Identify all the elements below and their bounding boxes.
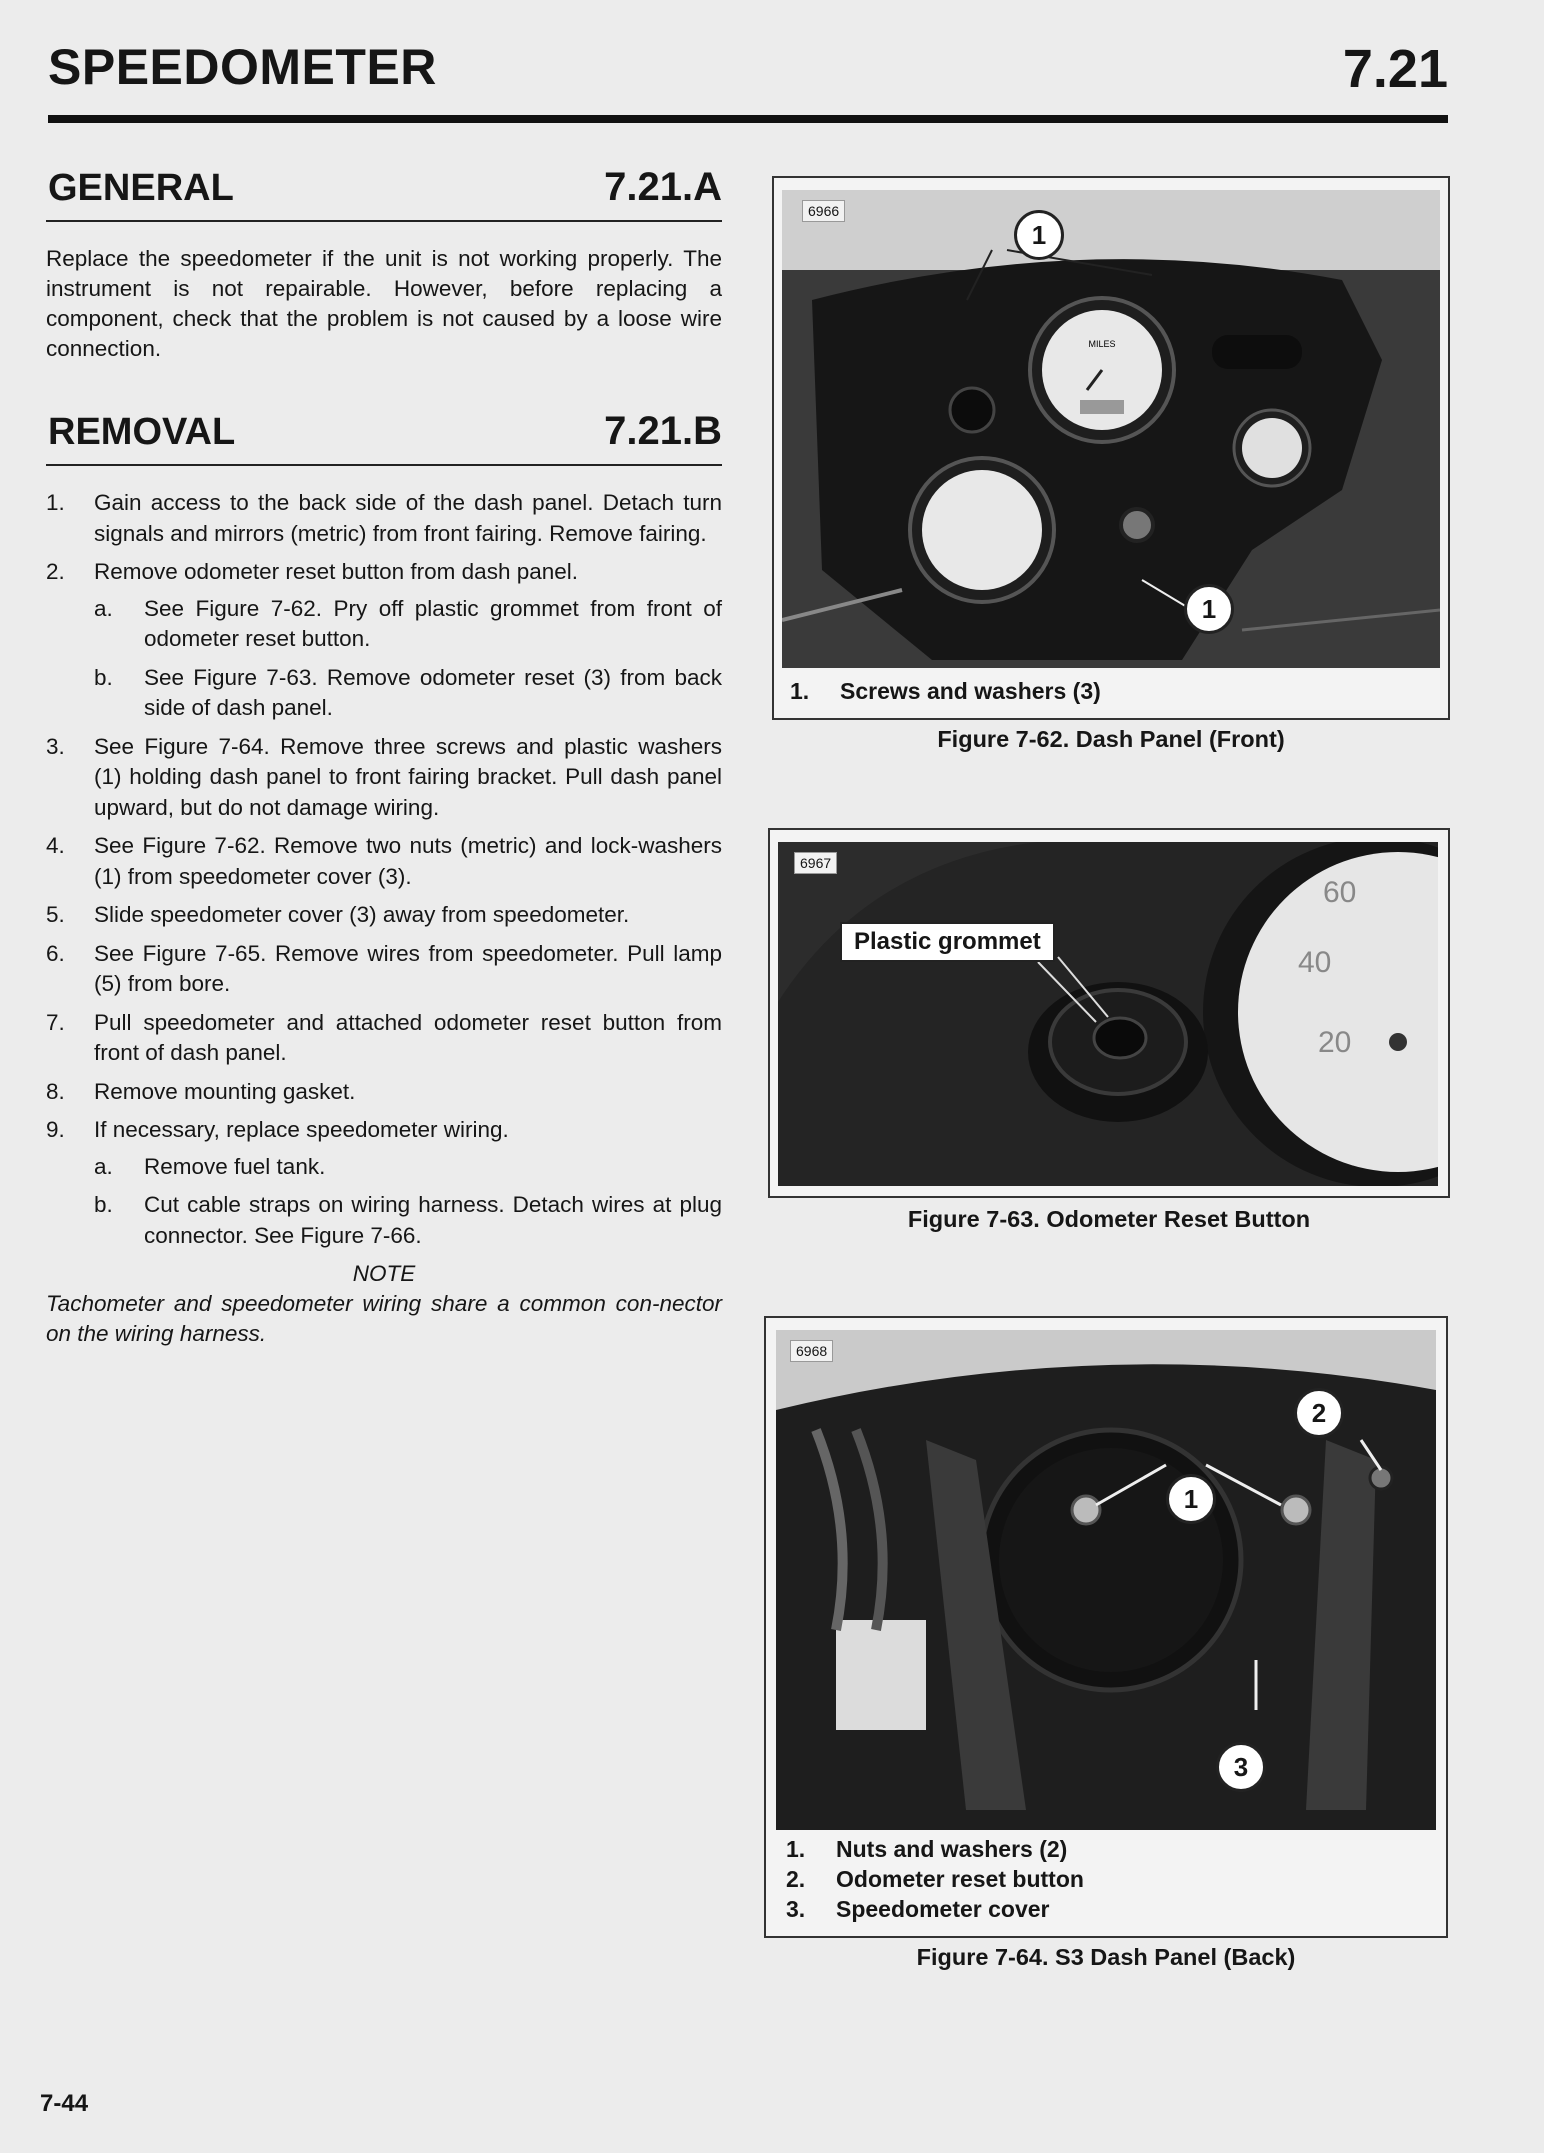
substep-9b: [94, 1190, 722, 1251]
step-number: 7.: [46, 1009, 65, 1035]
note-title: NOTE: [352, 1261, 416, 1286]
page-title: SPEEDOMETER: [48, 39, 437, 95]
legend-row: [786, 1894, 1426, 1924]
removal-steps: [46, 488, 722, 1251]
substep-text: Cut cable straps on wiring harness. Detach wires at plug connector. See Figure 7-66.: [144, 1192, 722, 1248]
step-text: Pull speedometer and attached odometer reset button from front of dash panel.: [94, 1009, 722, 1065]
text-column: [46, 160, 722, 1349]
step-text: If necessary, replace speedometer wiring.: [94, 1117, 509, 1142]
step-text: See Figure 7-65. Remove wires from speedometer. Pull lamp (5) from bore.: [94, 940, 722, 996]
odometer-reset-photo: [778, 842, 1438, 1186]
substeps: [94, 594, 722, 724]
figure-7-62-caption: Figure 7-62. Dash Panel (Front): [937, 726, 1285, 752]
step-text: Gain access to the back side of the dash panel. Detach turn signals and mirrors (metric) from front fairing. Remove fairing.: [94, 490, 722, 546]
legend-value: Nuts and washers (2): [836, 1836, 1068, 1862]
note-text: Tachometer and speedometer wiring share a common con-nector on the wiring harness.: [46, 1291, 722, 1346]
dash-panel-front-photo: [782, 190, 1440, 668]
legend-key: 3.: [786, 1896, 806, 1922]
figure-legend: [786, 1834, 1426, 1924]
legend-key: 1.: [786, 1836, 806, 1862]
callout-1: 1: [1166, 1474, 1216, 1524]
general-text: Replace the speedometer if the unit is not working properly. The instrument is not repairable. However, before replacing a component, check that the problem is not caused by a loose wire connection.: [46, 246, 722, 361]
step-text: Remove mounting gasket.: [94, 1078, 356, 1104]
section-number: 7.21: [1342, 39, 1448, 99]
substep-letter: a.: [94, 595, 113, 621]
removal-number: 7.21.B: [604, 409, 722, 453]
step-3: [46, 732, 722, 824]
figure-id: 6966: [802, 200, 845, 222]
step-text: Slide speedometer cover (3) away from speedometer.: [94, 902, 630, 927]
figure-7-64-caption: Figure 7-64. S3 Dash Panel (Back): [916, 1944, 1296, 1970]
step-number: 6.: [46, 940, 65, 966]
step-number: 8.: [46, 1078, 65, 1104]
callout-1-bottom: 1: [1184, 584, 1234, 634]
figure-7-63-caption: Figure 7-63. Odometer Reset Button: [907, 1206, 1311, 1232]
substep-2b: [94, 663, 722, 724]
step-number: 9.: [46, 1117, 65, 1142]
gauge-miles-text: MILES: [1088, 339, 1116, 349]
callout-2: 2: [1294, 1388, 1344, 1438]
step-4: [46, 831, 722, 892]
dash-panel-front-illustration: [782, 190, 1440, 668]
figure-7-62-frame: [772, 176, 1450, 720]
step-text: See Figure 7-62. Remove two nuts (metric) and lock-washers (1) from speedometer cover (3).: [94, 833, 722, 889]
step-2: [46, 557, 722, 724]
gauge-number-40: 40: [1298, 946, 1332, 979]
legend-key: 1.: [790, 678, 810, 704]
figure-id: 6967: [794, 852, 837, 874]
legend-value: Screws and washers (3): [840, 678, 1101, 704]
removal-title: REMOVAL: [48, 411, 236, 453]
step-number: 2.: [46, 559, 65, 584]
legend-row: [786, 1864, 1426, 1894]
step-7: [46, 1008, 722, 1069]
legend-row: [786, 1834, 1426, 1864]
odometer-reset-illustration: [778, 842, 1438, 1186]
step-9: [46, 1115, 722, 1251]
legend-value: Speedometer cover: [836, 1896, 1050, 1922]
page-number: 7-44: [40, 2090, 89, 2117]
callout-3: 3: [1216, 1742, 1266, 1792]
step-number: 5.: [46, 902, 65, 927]
general-number: 7.21.A: [604, 165, 722, 209]
general-title: GENERAL: [48, 167, 234, 209]
step-text: Remove odometer reset button from dash panel.: [94, 559, 579, 584]
plastic-grommet-label: Plastic grommet: [840, 922, 1055, 962]
step-1: [46, 488, 722, 549]
substep-text: See Figure 7-63. Remove odometer reset (3) from back side of dash panel.: [144, 664, 722, 720]
substeps: [94, 1152, 722, 1252]
legend-key: 2.: [786, 1866, 806, 1892]
general-heading: [46, 160, 722, 222]
substep-9a: [94, 1152, 722, 1183]
substep-letter: b.: [94, 664, 113, 690]
substep-text: Remove fuel tank.: [144, 1153, 326, 1179]
legend-value: Odometer reset button: [836, 1866, 1084, 1892]
step-text: See Figure 7-64. Remove three screws and plastic washers (1) holding dash panel to front fairing bracket. Pull dash panel upward, but do not damage wiring.: [94, 733, 722, 820]
figure-7-63-frame: [768, 828, 1450, 1198]
step-number: 3.: [46, 733, 65, 759]
step-number: 4.: [46, 833, 65, 858]
figure-legend: [790, 676, 1430, 706]
figure-id: 6968: [790, 1340, 833, 1362]
legend-row: [790, 676, 1430, 706]
substep-letter: a.: [94, 1153, 113, 1179]
step-5: [46, 900, 722, 931]
header-rule: [48, 115, 1448, 123]
substep-letter: b.: [94, 1192, 113, 1217]
figure-7-64-frame: [764, 1316, 1448, 1938]
step-6: [46, 939, 722, 1000]
callout-1-top: 1: [1014, 210, 1064, 260]
substep-2a: [94, 594, 722, 655]
gauge-number-60: 60: [1323, 876, 1357, 909]
step-number: 1.: [46, 490, 65, 515]
gauge-number-20: 20: [1318, 1026, 1352, 1059]
step-8: [46, 1077, 722, 1108]
removal-heading: [46, 404, 722, 466]
substep-text: See Figure 7-62. Pry off plastic grommet from front of odometer reset button.: [144, 595, 722, 651]
